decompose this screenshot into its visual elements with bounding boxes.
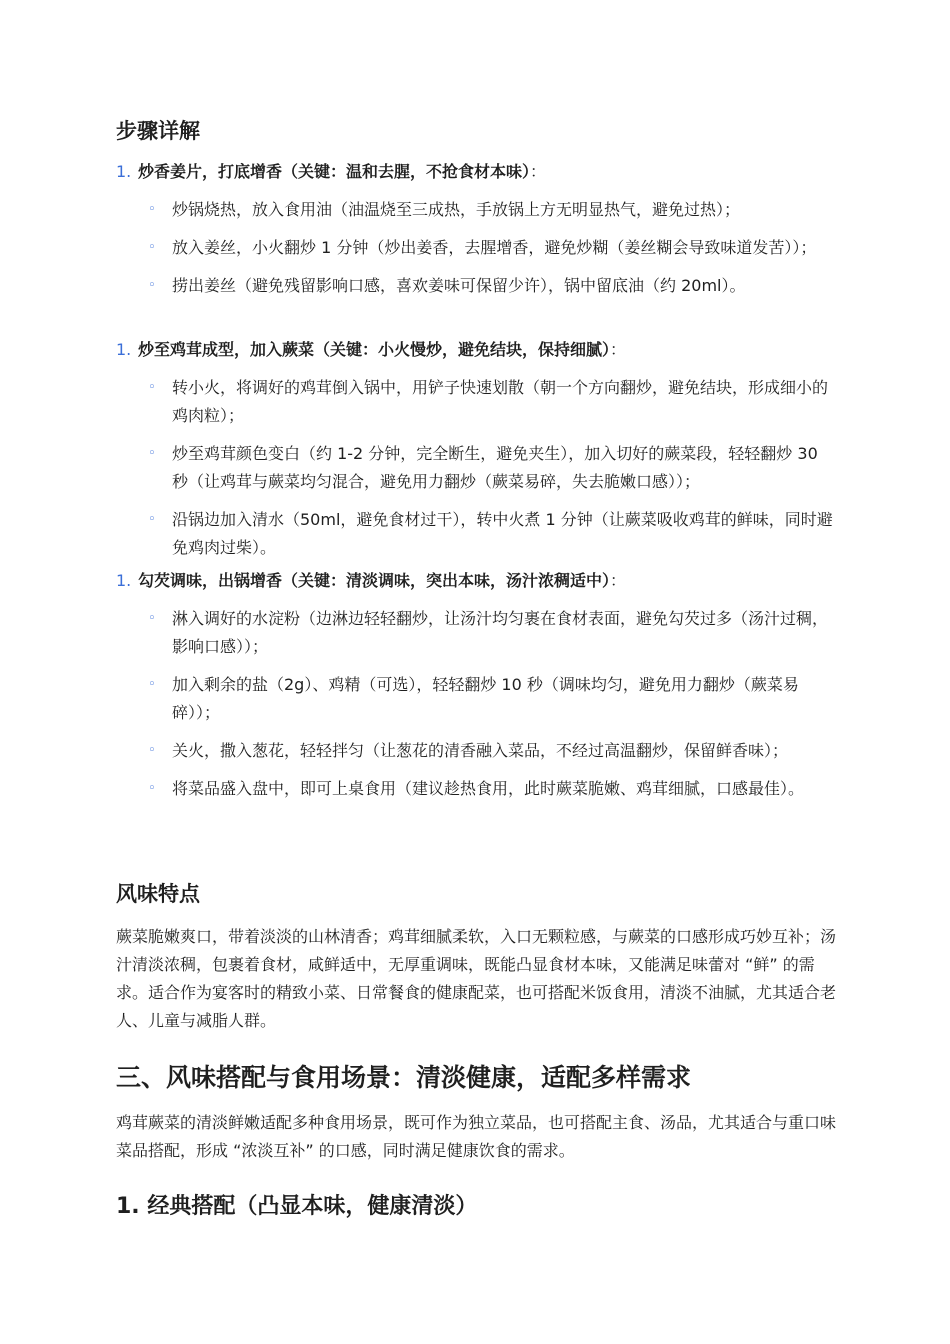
step-colon: ： bbox=[610, 340, 627, 359]
step-number: 1. bbox=[116, 340, 132, 359]
list-item-text: 将菜品盛入盘中，即可上桌食用（建议趁热食用，此时蕨菜脆嫩、鸡茸细腻，口感最佳）。 bbox=[172, 779, 805, 798]
chapter-paragraph: 鸡茸蕨菜的清淡鲜嫩适配多种食用场景，既可作为独立菜品，也可搭配主食、汤品，尤其适合与重口味菜品搭配，形成 “浓淡互补” 的口感，同时满足健康饮食的需求。 bbox=[116, 1113, 837, 1160]
step-2 bbox=[116, 338, 838, 562]
list-item bbox=[116, 737, 838, 765]
list-item bbox=[116, 272, 838, 300]
list-item bbox=[116, 605, 838, 661]
list-item-text: 关火，撒入葱花，轻轻拌匀（让葱花的清香融入菜品，不经过高温翻炒，保留鲜香味）； bbox=[172, 741, 789, 760]
step-3 bbox=[116, 569, 838, 803]
step-number: 1. bbox=[116, 162, 132, 181]
flavor-heading: 风味特点 bbox=[116, 882, 200, 906]
step-number: 1. bbox=[116, 571, 132, 590]
list-item bbox=[116, 374, 838, 430]
bullet-icon: ◦ bbox=[148, 677, 156, 692]
bullet-icon: ◦ bbox=[148, 743, 156, 758]
bullet-icon: ◦ bbox=[148, 446, 156, 461]
list-item bbox=[116, 440, 838, 496]
step-title bbox=[116, 569, 838, 593]
list-item bbox=[116, 234, 838, 262]
step-1 bbox=[116, 160, 838, 300]
list-item bbox=[116, 671, 838, 727]
list-item-text: 炒锅烧热，放入食用油（油温烧至三成热，手放锅上方无明显热气，避免过热）； bbox=[172, 200, 741, 219]
flavor-paragraph: 蕨菜脆嫩爽口，带着淡淡的山林清香；鸡茸细腻柔软，入口无颗粒感，与蕨菜的口感形成巧妙互补；汤汁清淡浓稠，包裹着食材，咸鲜适中，无厚重调味，既能凸显食材本味，又能满足味蕾对 “鲜” 的需求。适合作为宴客时的精致小菜、日常餐食的健康配菜，也可搭配米饭食用，清淡不油腻，尤其适合老人、儿童与减脂人群。 bbox=[116, 927, 837, 1030]
step-title bbox=[116, 160, 838, 184]
bullet-icon: ◦ bbox=[148, 202, 156, 217]
step-colon: ： bbox=[610, 571, 627, 590]
step-title bbox=[116, 338, 838, 362]
list-item bbox=[116, 196, 838, 224]
list-item-text: 转小火，将调好的鸡茸倒入锅中，用铲子快速划散（朝一个方向翻炒，避免结块，形成细小的鸡肉粒）； bbox=[172, 378, 829, 425]
sub-heading: 1. 经典搭配（凸显本味，健康清淡） bbox=[116, 1194, 478, 1219]
bullet-icon: ◦ bbox=[148, 781, 156, 796]
step-colon: ： bbox=[530, 162, 547, 181]
bullet-icon: ◦ bbox=[148, 512, 156, 527]
list-item bbox=[116, 775, 838, 803]
bullet-icon: ◦ bbox=[148, 240, 156, 255]
step-title-text: 炒至鸡茸成型，加入蕨菜（关键：小火慢炒，避免结块，保持细腻） bbox=[138, 340, 611, 359]
bullet-icon: ◦ bbox=[148, 380, 156, 395]
list-item-text: 放入姜丝，小火翻炒 1 分钟（炒出姜香，去腥增香，避免炒糊（姜丝糊会导致味道发苦））； bbox=[172, 238, 817, 257]
step-title-text: 勾芡调味，出锅增香（关键：清淡调味，突出本味，汤汁浓稠适中） bbox=[138, 571, 611, 590]
list-item-text: 捞出姜丝（避免残留影响口感，喜欢姜味可保留少许），锅中留底油（约 20ml）。 bbox=[172, 276, 746, 295]
bullet-icon: ◦ bbox=[148, 278, 156, 293]
step-title-text: 炒香姜片，打底增香（关键：温和去腥，不抢食材本味） bbox=[138, 162, 531, 181]
steps-heading: 步骤详解 bbox=[116, 119, 200, 143]
list-item-text: 淋入调好的水淀粉（边淋边轻轻翻炒，让汤汁均匀裹在食材表面，避免勾芡过多（汤汁过稠，影响口感））； bbox=[172, 609, 829, 656]
list-item-text: 沿锅边加入清水（50ml，避免食材过干），转中火煮 1 分钟（让蕨菜吸收鸡茸的鲜味，同时避免鸡肉过柴）。 bbox=[172, 510, 833, 557]
bullet-icon: ◦ bbox=[148, 611, 156, 626]
list-item bbox=[116, 506, 838, 562]
list-item-text: 炒至鸡茸颜色变白（约 1-2 分钟，完全断生，避免夹生），加入切好的蕨菜段，轻轻翻炒 30 秒（让鸡茸与蕨菜均匀混合，避免用力翻炒（蕨菜易碎，失去脆嫩口感））； bbox=[172, 444, 818, 491]
chapter-heading: 三、风味搭配与食用场景：清淡健康，适配多样需求 bbox=[116, 1063, 692, 1092]
list-item-text: 加入剩余的盐（2g）、鸡精（可选），轻轻翻炒 10 秒（调味均匀，避免用力翻炒（蕨菜易碎））； bbox=[172, 675, 799, 722]
